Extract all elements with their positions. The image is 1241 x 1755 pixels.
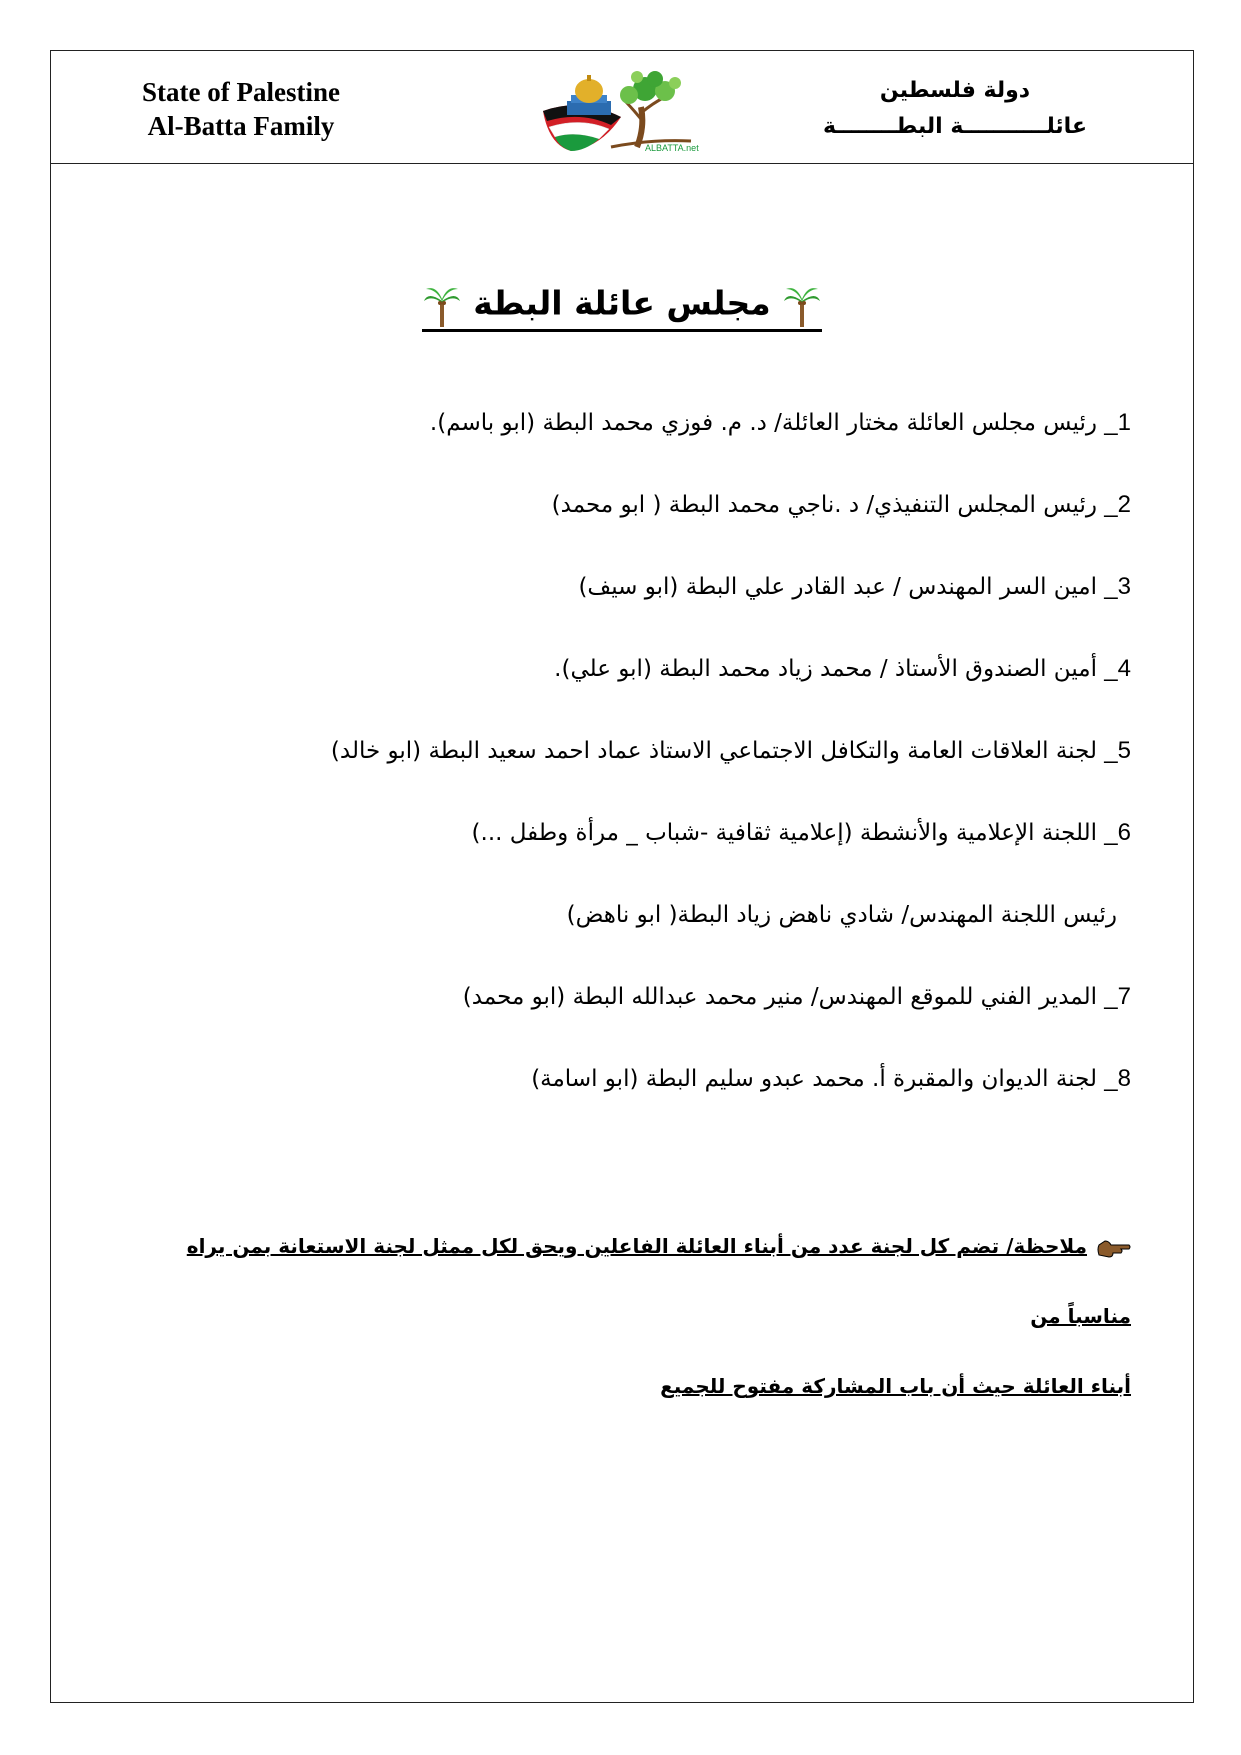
council-member-list	[131, 403, 1131, 1141]
page-frame	[50, 50, 1194, 1703]
title-text: مجلس عائلة البطة	[473, 283, 771, 323]
note-line1: ملاحظة/ تضم كل لجنة عدد من أبناء العائلة الفاعلين ويحق لكل ممثل لجنة الاستعانة بمن يراه مناسباً من	[186, 1234, 1131, 1328]
palm-tree-icon	[422, 283, 462, 327]
list-item: 3_ امين السر المهندس / عبد القادر علي البطة (ابو سيف)	[578, 573, 1131, 600]
list-item: 4_ أمين الصندوق الأستاذ / محمد زياد محمد البطة (ابو علي).	[554, 655, 1131, 682]
document-title	[51, 283, 1193, 332]
english-header-line1: State of Palestine	[142, 77, 340, 107]
note-line2: أبناء العائلة حيث أن باب المشاركة مفتوح للجميع	[660, 1374, 1131, 1398]
note-paragraph	[121, 1211, 1131, 1421]
list-item: 5_ لجنة العلاقات العامة والتكافل الاجتماعي الاستاذ عماد احمد سعيد البطة (ابو خالد)	[330, 737, 1131, 764]
title-underlined	[422, 283, 822, 332]
note-line1-row	[121, 1211, 1131, 1351]
pointing-hand-icon	[1095, 1237, 1131, 1259]
family-logo	[541, 67, 701, 153]
list-item-sub: رئيس اللجنة المهندس/ شادي ناهض زياد البطة( ابو ناهض)	[566, 902, 1117, 928]
list-item: 2_ رئيس المجلس التنفيذي/ د .ناجي محمد البطة ( ابو محمد)	[551, 491, 1131, 518]
list-item: 7_ المدير الفني للموقع المهندس/ منير محمد عبدالله البطة (ابو محمد)	[462, 983, 1131, 1010]
list-item: 8_ لجنة الديوان والمقبرة أ. محمد عبدو سليم البطة (ابو اسامة)	[531, 1065, 1131, 1092]
palm-tree-icon	[782, 283, 822, 327]
arabic-header-line2: عائلـــــــــــة البطــــــــة	[823, 114, 1087, 139]
arabic-header	[805, 73, 1105, 145]
list-item: 6_ اللجنة الإعلامية والأنشطة (إعلامية ثقافية -شباب _ مرأة وطفل ...)	[471, 819, 1131, 846]
english-header-line2: Al-Batta Family	[147, 111, 335, 141]
logo-text: ALBATTA.net	[645, 143, 699, 153]
english-header	[121, 75, 361, 143]
letterhead	[51, 51, 1193, 164]
arabic-header-line1: دولة فلسطين	[879, 78, 1031, 103]
note-line2-row	[121, 1351, 1131, 1421]
list-item: 1_ رئيس مجلس العائلة مختار العائلة/ د. م. فوزي محمد البطة (ابو باسم).	[429, 409, 1131, 436]
